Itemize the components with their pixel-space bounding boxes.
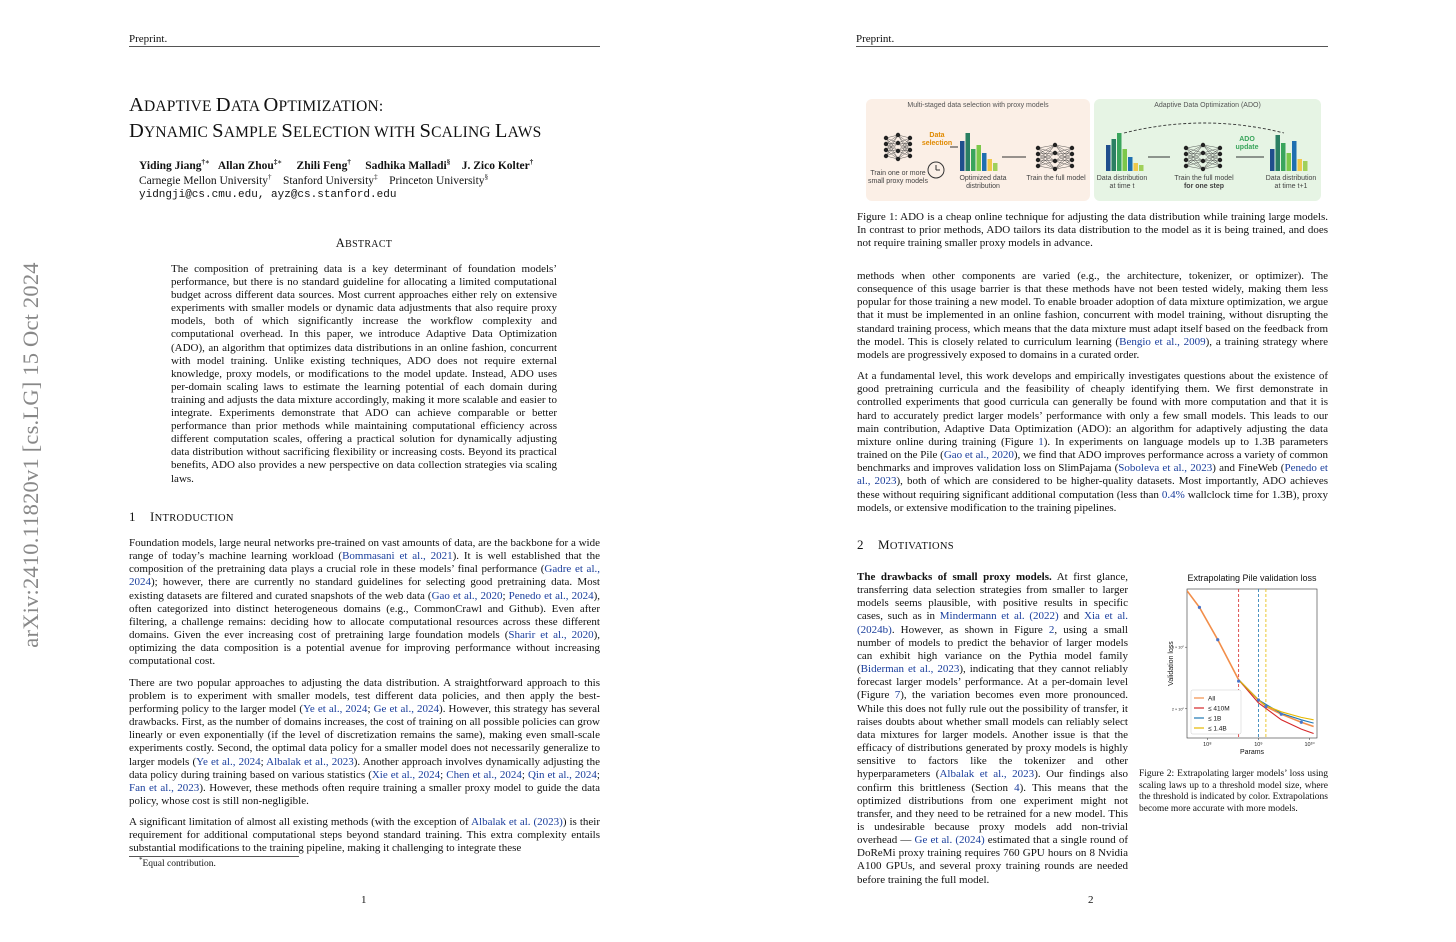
citation-link[interactable]: Chen et al., 2024 — [446, 768, 522, 781]
network-node — [1070, 146, 1074, 150]
network-node — [1218, 152, 1222, 156]
distribution-bar — [1106, 145, 1111, 171]
network-node — [1184, 146, 1188, 150]
citation-link[interactable]: Ye et al., 2024 — [196, 755, 261, 768]
network-node — [1184, 158, 1188, 162]
optimized-distribution-bars — [960, 133, 998, 171]
distribution-t-bars — [1106, 133, 1144, 171]
chart-title: Extrapolating Pile validation loss — [1187, 573, 1317, 583]
author: Zhili Feng† — [296, 158, 351, 172]
figure-1-label-train-full: Train the full model — [1026, 175, 1086, 182]
citation-link[interactable]: Bommasani et al., 2021 — [342, 550, 453, 563]
affiliation: Carnegie Mellon University† — [139, 173, 272, 187]
title-cap: S — [212, 120, 224, 142]
author: Allan Zhou‡∗ — [217, 158, 283, 172]
network-node — [1053, 151, 1057, 155]
figure-1-label-ado-update: ADO update — [1235, 136, 1259, 151]
title-sc: DAPTIVE — [144, 98, 216, 115]
distribution-bar — [1270, 149, 1275, 171]
section-1-heading: 1 INTRODUCTION — [129, 509, 234, 524]
network-edge — [1038, 148, 1055, 169]
figure-1-caption: Figure 1: ADO is a cheap online technique for adjusting the data distribution while training large models. In contrast to prior methods, ADO tailors its data distribution to the model as it is being trained, and does not require training smaller proxy models in advance. — [857, 211, 1328, 250]
distribution-bar — [966, 133, 971, 171]
full-network-one-step-icon — [1184, 143, 1222, 171]
figure-2 — [1165, 571, 1330, 756]
citation-link[interactable]: Ge et al. (2024) — [914, 834, 985, 847]
page-2-paragraph-2: At a fundamental level, this work develops and empirically investigates questions about the existence of good pretraining curricula and the feasibility of cheaply identifying them. We first demonstrate in controlled experiments that good curricula can generally be found with more computation and that it is hard to accurately predict larger models’ performance with only a few small models. This leads to our main contribution, Adaptive Data Optimization (ADO): an algorithm for adaptively adjusting the data mixture online during training (Figure 1). In experiments on language models up to 1.3B parameters trained on the Pile (Gao et al., 2020), we find that ADO improves performance across a variety of common benchmarks and improves validation loss on SlimPajama (Soboleva et al., 2023) and FineWeb (Penedo et al., 2023), both of which are considered to be higher-quality datasets. Most importantly, ADO achieves these without requiring significant additional computation (less than 0.4% wallclock time for 1.3B), proxy models, or extensive modification to the training pipelines. — [857, 370, 1329, 514]
feedback-arrow — [1124, 123, 1284, 133]
data-point — [1264, 705, 1267, 708]
network-node — [1036, 146, 1040, 150]
network-node — [1053, 167, 1057, 171]
paper-title — [129, 93, 609, 145]
citation-link[interactable]: Gao et al., 2020 — [943, 449, 1014, 462]
figure-1-label-dist-t1: Data distribution at time t+1 — [1265, 175, 1317, 190]
title-line-2 — [129, 119, 609, 145]
network-node — [1218, 164, 1222, 168]
network-node — [1070, 158, 1074, 162]
title-sc: ATA — [230, 98, 264, 115]
figure-2-chart — [1165, 571, 1330, 756]
network-node — [896, 157, 900, 161]
citation-link[interactable]: Qin et al., 2024 — [527, 768, 597, 781]
x-axis-label: Params — [1239, 749, 1265, 756]
title-cap: D — [215, 94, 231, 116]
data-point — [1216, 638, 1219, 641]
figure-1 — [866, 99, 1321, 201]
affiliation: Princeton University§ — [389, 173, 489, 187]
network-node — [1053, 143, 1057, 147]
data-point — [1280, 713, 1283, 716]
figure-1-label-one-step: Train the full model for one step — [1174, 175, 1234, 190]
intro-paragraph-2: There are two popular approaches to adjusting the data distribution. A straightforward approach to this problem is to experiment with smaller models, test different data policies, and then apply the best-performing policy to the larger model (Ye et al., 2024; Ge et al., 2024). However, this strategy has several drawbacks. First, as the number of domains increases, the cost of training on all possible policies can grow linearly or even exponentially (if the level of discretization remains the same), making even small-scale experiments costly. Second, the optimal data policy for a smaller model does not necessarily generalize to larger models (Ye et al., 2024; Albalak et al., 2023). Another approach involves dynamically adjusting the data policy during training based on various statistics (Xie et al., 2024; Chen et al., 2024; Qin et al., 2024; Fan et al., 2023). However, these methods often require training a smaller proxy model to guide the data policy, whose cost is still non-negligible. — [129, 676, 601, 807]
network-node — [1036, 158, 1040, 162]
citation-link[interactable]: Penedo et al., 2024 — [508, 589, 594, 602]
x-tick-label: 10⁹ — [1254, 742, 1263, 748]
arxiv-stamp-text: arXiv:2410.11820v1 [cs.LG] 15 Oct 2024 — [17, 262, 43, 648]
network-node — [1070, 152, 1074, 156]
arxiv-stamp — [8, 245, 53, 665]
network-edge — [1203, 145, 1220, 166]
legend-label: ≤ 1.4B — [1208, 725, 1227, 733]
citation-link[interactable]: Gadre et al., 2024 — [129, 563, 600, 589]
citation-link[interactable]: Penedo et al., 2023 — [857, 462, 1328, 488]
distribution-t1-bars — [1270, 135, 1308, 171]
intro-body — [129, 537, 600, 864]
citation-link[interactable]: Ye et al., 2024 — [303, 702, 368, 715]
network-node — [1201, 143, 1205, 147]
title-sc: CALING — [431, 124, 495, 141]
network-node — [1036, 152, 1040, 156]
header-rule — [856, 46, 1328, 47]
network-node — [1218, 146, 1222, 150]
title-sc: AWS — [507, 124, 542, 141]
full-network-icon — [1036, 143, 1074, 171]
abstract-text: The composition of pretraining data is a key determinant of foundation models’ performance, but there is no standard guideline for allocating a limited computational budget across different data sources. Most current approaches either rely on extensive experiments with smaller models or dynamic data adjustments that also require proxy models, both of which significantly increase the workflow complexity and computational overhead. In this paper, we introduce Adaptive Data Optimization (ADO), an algorithm that optimizes data distributions in an online fashion, concurrent with model training. Unlike existing techniques, ADO does not require external knowledge, proxy models, or modifications to the model update. Instead, ADO uses per-domain scaling laws to estimate the learning potential of each domain during training and adjusts the data mixture accordingly, making it more scalable and easier to integrate. Experiments demonstrate that ADO can achieve comparable or better performance than prior methods while maintaining computational efficiency across different computation scales, offering a practical solution for dynamically adjusting data distribution without sacrificing flexibility or increasing costs. Beyond its practical benefits, ADO also provides a new perspective on data collection strategies via scaling laws. — [171, 263, 557, 485]
legend-label: All — [1208, 695, 1216, 703]
distribution-bar — [1292, 141, 1297, 171]
figure-1-label-proxy: Train one or more small proxy models — [868, 170, 928, 185]
network-node — [1201, 151, 1205, 155]
footnote: *Equal contribution. — [139, 855, 216, 869]
distribution-bar — [1123, 149, 1128, 171]
motivation-body — [857, 571, 1128, 895]
citation-link[interactable]: Ge et al., 2024 — [373, 702, 440, 715]
header-rule — [129, 46, 600, 47]
citation-link[interactable]: Albalak et al., 2023 — [266, 755, 354, 768]
figure-1-right-title: Adaptive Data Optimization (ADO) — [1154, 102, 1261, 109]
network-node — [1184, 164, 1188, 168]
title-cap: A — [129, 94, 145, 116]
network-edge — [1186, 148, 1203, 169]
distribution-bar — [960, 141, 965, 171]
proxy-network-icon — [884, 133, 912, 161]
data-point — [1257, 698, 1260, 701]
intro-paragraph-1: Foundation models, large neural networks pre-trained on vast amounts of data, are the backbone for a wide range of today’s machine learning workload (Bommasani et al., 2021). It is well established that the composition of the pretraining data plays a crucial role in these models’ final performance (Gadre et al., 2024); however, there are currently no standard guidelines for selecting good pretraining data. Most existing datasets are filtered and curated snapshots of the web data (Gao et al., 2020; Penedo et al., 2024), often categorized into distinct heterogeneous domains (e.g., CommonCrawl and Github). Even after filtering, a challenge remains: deciding how to allocate computational resources across these different domains. Given the ever increasing cost of pretraining large foundation models (Sharir et al., 2020), optimizing the data composition is a potential avenue for improving performance without increasing computational cost. — [129, 537, 601, 668]
title-sc: AMPLE — [223, 124, 282, 141]
title-cap: S — [281, 120, 293, 142]
network-node — [896, 133, 900, 137]
distribution-bar — [1298, 159, 1303, 171]
figure-1-left-title: Multi-staged data selection with proxy models — [907, 102, 1049, 109]
author-list — [139, 160, 533, 172]
citation-link[interactable]: Xie et al., 2024 — [371, 768, 441, 781]
network-node — [1036, 164, 1040, 168]
page-number: 2 — [1088, 894, 1094, 906]
author: J. Zico Kolter† — [461, 158, 534, 172]
x-tick-label: 10⁸ — [1203, 742, 1212, 748]
distribution-bar — [1128, 157, 1133, 171]
network-node — [1201, 167, 1205, 171]
figure-2-caption: Figure 2: Extrapolating larger models’ loss using scaling laws up to a threshold model size, where the threshold is indicated by color. Extrapolations become more accurate with more models. — [1139, 769, 1328, 814]
abstract-heading: ABSTRACT — [335, 236, 393, 250]
network-node — [908, 154, 912, 158]
title-line-1 — [129, 93, 609, 119]
page-2-paragraph-1: methods when other components are varied (e.g., the architecture, tokenizer, or optimizer). The consequence of this usage barrier is that these methods have not been tested widely, making them less popular for those training a new model. To enable broader adoption of data mixture optimization, we argue that it must be implemented in an online fashion, concurrent with model training, without disrupting the standard training process, which means that the data mixture must adapt itself based on the feedback from the model. This is closely related to curriculum learning (Bengio et al., 2009), a training strategy where models are progressively exposed to domains in a curated order. — [857, 270, 1329, 361]
distribution-bar — [1134, 163, 1139, 171]
author-emails: yidngji@cs.cmu.edu, ayz@cs.stanford.edu — [139, 189, 397, 201]
title-sc: ELECTION WITH — [292, 124, 420, 141]
x-tick-label: 10¹⁰ — [1304, 742, 1315, 748]
network-node — [1201, 159, 1205, 163]
figure-1-label-optimized: Optimized data distribution — [959, 175, 1007, 190]
citation-link[interactable]: Xia et al. (2024b) — [857, 610, 1129, 636]
motivation-paragraph: The drawbacks of small proxy models. At first glance, transferring data selection strategies from smaller to larger models seems plausible, with positive results in specific cases, such as in Mindermann et al. (2022) and Xia et al. (2024b). However, as shown in Figure 2, using a small number of models to predict the behavior of larger models can exhibit high variance on the Pythia model family (Biderman et al., 2023), indicating that they cannot reliably forecast larger models’ performance. At a per-domain level (Figure 7), the variation becomes even more pronounced. While this does not fully rule out the possibility of transfer, it raises doubts about whether small models can reliably select data mixtures for larger models. Another issue is that the efficacy of distributions generated by proxy models is highly sensitive to factors like the tokenizer and other hyperparameters (Albalak et al., 2023). Our findings also confirm this brittleness (Section 4). This means that the optimized distributions from one experiment might not transfer, and they need to be retrained for a new model. This is undesirable because proxy models add non-trivial overhead — Ge et al. (2024) estimated that a single round of DoReMi proxy training requires 760 GPU hours on 8 Nvidia A100 GPUs, and several proxy training rounds are needed before training the full model. — [857, 571, 1129, 886]
running-header: Preprint. — [129, 33, 168, 45]
network-edge — [1038, 145, 1055, 166]
affiliation: Stanford University‡ — [283, 173, 378, 187]
citation-link[interactable]: Bengio et al., 2009 — [1119, 335, 1206, 348]
citation-link[interactable]: Fan et al., 2023 — [129, 781, 200, 794]
distribution-bar — [988, 159, 993, 171]
network-node — [1218, 158, 1222, 162]
network-node — [1070, 164, 1074, 168]
figure-1-label-data-selection: Data selection — [921, 132, 953, 147]
network-node — [908, 148, 912, 152]
distribution-bar — [1281, 143, 1286, 171]
y-tick-label: 2 × 10⁰ — [1171, 707, 1184, 712]
title-cap: L — [494, 120, 508, 142]
title-cap: O — [263, 94, 279, 116]
page-number: 1 — [361, 894, 367, 906]
network-node — [896, 149, 900, 153]
legend-label: ≤ 1B — [1208, 715, 1222, 723]
y-axis-label: Validation loss — [1168, 641, 1175, 686]
figure-ref-link[interactable]: 7 — [894, 689, 901, 702]
author: Sadhika Malladi§ — [365, 158, 451, 172]
data-point — [1198, 606, 1201, 609]
title-cap: S — [419, 120, 432, 142]
distribution-bar — [1287, 153, 1292, 171]
network-node — [884, 136, 888, 140]
data-point — [1300, 721, 1303, 724]
network-node — [908, 136, 912, 140]
paragraph-lead: The drawbacks of small proxy models. — [857, 571, 1052, 583]
network-node — [908, 142, 912, 146]
figure-ref-link[interactable]: 2 — [1048, 623, 1055, 636]
network-edge — [1055, 148, 1072, 169]
section-ref-link[interactable]: 4 — [1014, 781, 1020, 794]
network-node — [884, 154, 888, 158]
section-2-heading: 2 MOTIVATIONS — [857, 537, 954, 552]
title-cap: D — [129, 120, 145, 142]
network-node — [884, 148, 888, 152]
distribution-bar — [1276, 135, 1281, 171]
figure-1-label-dist-t: Data distribution at time t — [1096, 175, 1148, 190]
footnote-rule — [129, 856, 299, 857]
network-node — [884, 142, 888, 146]
citation-link[interactable]: Gao et al., 2020 — [431, 589, 503, 602]
author: Yiding Jiang†∗ — [139, 158, 210, 172]
running-header: Preprint. — [856, 33, 895, 45]
citation-link[interactable]: Albalak et al. (2023) — [471, 816, 563, 829]
title-sc: PTIMIZATION: — [278, 98, 384, 115]
distribution-bar — [993, 163, 998, 171]
legend-label: ≤ 410M — [1208, 705, 1230, 713]
network-node — [896, 141, 900, 145]
y-tick-label: 3 × 10⁰ — [1171, 645, 1184, 650]
citation-link[interactable]: Mindermann et al. (2022) — [939, 610, 1059, 623]
affiliations — [139, 175, 488, 187]
network-edge — [1203, 148, 1220, 169]
network-node — [1053, 159, 1057, 163]
network-edge — [1055, 145, 1072, 166]
title-sc: YNAMIC — [144, 124, 213, 141]
citation-link[interactable]: Soboleva et al., 2023 — [1118, 462, 1213, 475]
citation-link[interactable]: Albalak et al., 2023 — [939, 768, 1035, 781]
distribution-bar — [982, 153, 987, 171]
distribution-bar — [1303, 161, 1308, 171]
distribution-bar — [1139, 165, 1144, 171]
network-node — [1184, 152, 1188, 156]
citation-link[interactable]: Sharir et al., 2020 — [508, 629, 594, 642]
intro-paragraph-3: A significant limitation of almost all existing methods (with the exception of Albalak et al. (2023)) is their requirement for additional computational steps beyond standard training. This extra complexity entails substantial modifications to the training pipeline, making it challenging to integrate these — [129, 816, 600, 855]
network-edge — [1186, 145, 1203, 166]
citation-link[interactable]: 1 — [1038, 435, 1044, 448]
data-point — [1237, 679, 1240, 682]
distribution-bar — [1117, 133, 1122, 171]
citation-link[interactable]: Biderman et al., 2023 — [860, 663, 960, 676]
distribution-bar — [1112, 139, 1117, 171]
distribution-bar — [971, 149, 976, 171]
page-2-body — [857, 270, 1328, 523]
distribution-bar — [977, 145, 982, 171]
